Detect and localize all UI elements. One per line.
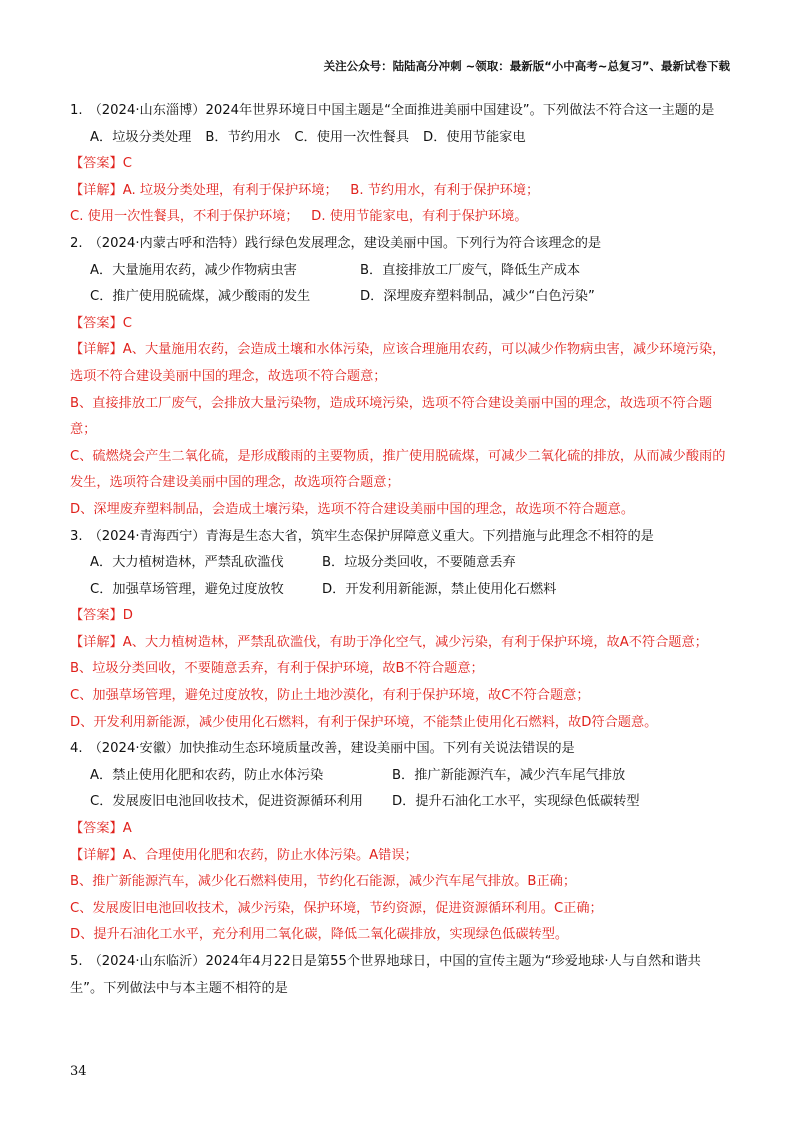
question-3-options-row-1 [70, 550, 734, 577]
option-a: A．垃圾分类处理 [90, 129, 192, 145]
page-number: 34 [70, 1064, 87, 1079]
option-d: D．使用节能家电 [423, 129, 526, 145]
question-2-answer: 【答案】C [70, 315, 132, 331]
question-1-options [70, 125, 734, 152]
question-1-explanation-line: 【详解】A. 垃圾分类处理，有利于保护环境； B. 节约用水，有利于保护环境； [70, 182, 540, 198]
option-b: B．节约用水 [205, 129, 281, 145]
question-1-answer: 【答案】C [70, 156, 132, 172]
question-3-answer: 【答案】D [70, 608, 133, 624]
option-c: C．加强草场管理，避免过度放牧 [90, 581, 284, 597]
option-d: D．提升石油化工水平，实现绿色低碳转型 [392, 794, 640, 810]
option-a: A．大量施用农药，减少作物病虫害 [90, 262, 297, 278]
question-4-explanation-line: D、提升石油化工水平，充分利用二氧化碳，降低二氧化碳排放，实现绿色低碳转型。 [70, 927, 569, 943]
question-4-stem: 4. （2024·安徽）加快推动生态环境质量改善，建设美丽中国。下列有关说法错误的是 [70, 741, 575, 757]
option-b: B．直接排放工厂废气，降低生产成本 [360, 262, 581, 278]
question-4-explanation-line: B、推广新能源汽车，减少化石燃料使用，节约化石能源，减少汽车尾气排放。B正确； [70, 874, 577, 890]
question-5-stem: 5. （2024·山东临沂）2024年4月22日是第55个世界地球日，中国的宣传主题为“珍爱地球·人与自然和谐共生”。下列做法中与本主题不相符的是 [70, 954, 701, 996]
question-4-options-row-2 [70, 789, 734, 816]
question-2-explanation-line: C、硫燃烧会产生二氧化硫，是形成酸雨的主要物质，推广使用脱硫煤，可减少二氧化硫的排放，从而减少酸雨的发生，选项符合建设美丽中国的理念，故选项符合题意； [70, 448, 726, 491]
question-2-stem: 2. （2024·内蒙古呼和浩特）践行绿色发展理念，建设美丽中国。下列行为符合该理念的是 [70, 235, 602, 251]
question-3-explanation-line: B、垃圾分类回收，不要随意丢弃，有利于保护环境，故B不符合题意； [70, 661, 484, 677]
question-2-explanation-line: D、深埋废弃塑料制品，会造成土壤污染，选项不符合建设美丽中国的理念，故选项不符合题意。 [70, 501, 635, 517]
question-4-options-row-1 [70, 763, 734, 790]
option-a: A．大力植树造林，严禁乱砍滥伐 [90, 555, 284, 571]
option-c: C．发展废旧电池回收技术，促进资源循环利用 [90, 794, 363, 810]
question-2-options-row-1 [70, 258, 734, 285]
question-4-answer: 【答案】A [70, 821, 132, 837]
question-1-stem: 1. （2024·山东淄博）2024年世界环境日中国主题是“全面推进美丽中国建设”。下列做法不符合这一主题的是 [70, 103, 715, 118]
option-a: A．禁止使用化肥和农药，防止水体污染 [90, 767, 324, 783]
option-c: C．推广使用脱硫煤，减少酸雨的发生 [90, 289, 311, 305]
option-d: D．深埋废弃塑料制品，减少“白色污染” [360, 289, 595, 305]
question-2-explanation-line: B、直接排放工厂废气，会排放大量污染物，造成环境污染，选项不符合建设美丽中国的理念，故选项不符合题意； [70, 395, 713, 438]
document-body [70, 98, 734, 1002]
question-3-stem: 3. （2024·青海西宁）青海是生态大省，筑牢生态保护屏障意义重大。下列措施与此理念不相符的是 [70, 528, 654, 544]
question-3-explanation-line: D、开发利用新能源，减少使用化石燃料，有利于保护环境，不能禁止使用化石燃料，故D符合题意。 [70, 714, 658, 730]
question-4-explanation-line: C、发展废旧电池回收技术，减少污染，保护环境，节约资源，促进资源循环利用。C正确； [70, 900, 603, 916]
page-header: 关注公众号：陆陆高分冲刺 ~领取：最新版“小中高考~总复习”、最新试卷下载 [323, 59, 730, 73]
option-b: B．推广新能源汽车，减少汽车尾气排放 [392, 767, 626, 783]
question-3-explanation-line: 【详解】A、大力植树造林，严禁乱砍滥伐，有助于净化空气，减少污染，有利于保护环境，故A不符合题意； [70, 634, 708, 650]
option-c: C．使用一次性餐具 [294, 129, 410, 145]
option-d: D．开发利用新能源，禁止使用化石燃料 [322, 581, 557, 597]
question-2-options-row-2 [70, 284, 734, 311]
option-b: B．垃圾分类回收，不要随意丢弃 [322, 555, 516, 571]
question-3-explanation-line: C、加强草场管理，避免过度放牧，防止土地沙漠化，有利于保护环境，故C不符合题意； [70, 688, 590, 704]
question-4-explanation-line: 【详解】A、合理使用化肥和农药，防止水体污染。A错误； [70, 847, 418, 863]
question-1-explanation-line: C. 使用一次性餐具，不利于保护环境； D. 使用节能家电，有利于保护环境。 [70, 209, 528, 225]
question-3-options-row-2 [70, 577, 734, 604]
question-2-explanation-line: 【详解】A、大量施用农药，会造成土壤和水体污染，应该合理施用农药，可以减少作物病虫害，减少环境污染，选项不符合建设美丽中国的理念，故选项不符合题意； [70, 342, 726, 384]
